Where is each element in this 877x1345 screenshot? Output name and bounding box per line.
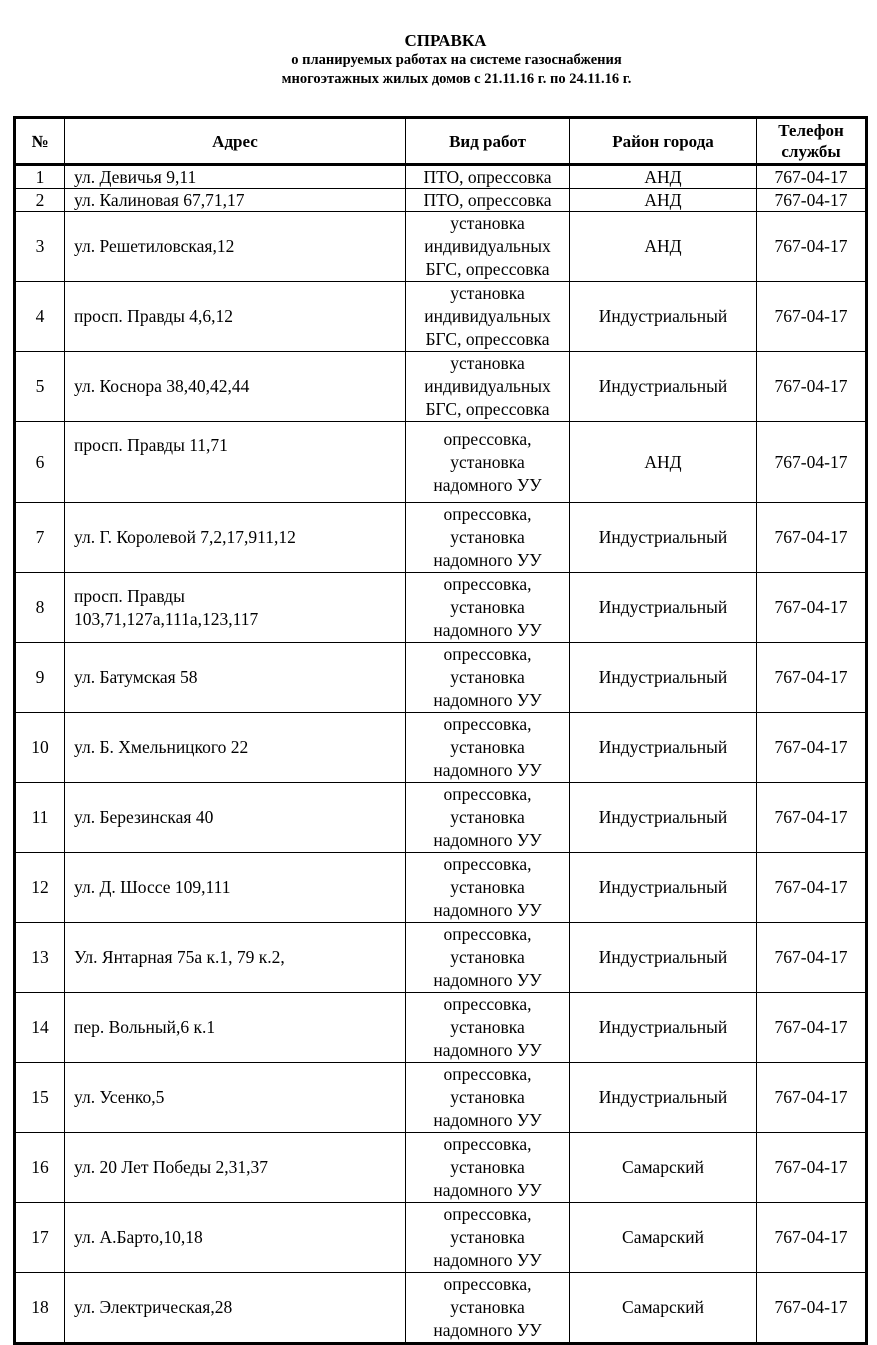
work-type-line: установка [450,213,525,233]
row-phone: 767-04-17 [757,282,867,352]
address-line: ул. Березинская 40 [74,807,214,827]
works-table [13,116,868,1345]
work-type-line: установка [450,451,525,472]
row-work-type [406,503,570,573]
row-address [65,993,406,1063]
address-line: ул. 20 Лет Победы 2,31,37 [74,1157,269,1177]
work-type-line: надомного УУ [433,1110,542,1130]
table-row [15,713,867,783]
table-row [15,212,867,282]
table-row [15,1063,867,1133]
work-type-line: опрессовка, [443,784,532,804]
row-number: 9 [15,643,65,713]
work-type-line: установка [450,1297,525,1317]
row-address [65,783,406,853]
work-type-line: опрессовка, [443,574,532,594]
row-phone: 767-04-17 [757,853,867,923]
row-district: Самарский [570,1203,757,1273]
work-type-line: установка [450,1157,525,1177]
work-type-line: надомного УУ [433,1180,542,1200]
address-line: просп. Правды [74,585,185,606]
table-header-row [15,118,867,165]
work-type-line: установка [450,1017,525,1037]
row-number: 13 [15,923,65,993]
work-type-line: опрессовка, [443,644,532,664]
table-row [15,643,867,713]
row-phone: 767-04-17 [757,783,867,853]
row-address [65,165,406,189]
row-work-type [406,165,570,189]
row-work-type [406,282,570,352]
row-work-type [406,853,570,923]
row-number: 7 [15,503,65,573]
table-row [15,189,867,212]
work-type-line: БГС, опрессовка [425,259,550,279]
work-type-line: ПТО, опрессовка [423,166,552,187]
row-address [65,573,406,643]
row-district: Самарский [570,1133,757,1203]
work-type-line: установка [450,353,525,373]
row-number: 4 [15,282,65,352]
work-type-line: индивидуальных [424,376,551,396]
row-address [65,643,406,713]
work-type-line: установка [450,597,525,617]
address-line: просп. Правды 4,6,12 [74,306,233,326]
row-work-type [406,1063,570,1133]
work-type-line: установка [450,737,525,757]
work-type-line: установка [450,877,525,897]
row-phone: 767-04-17 [757,165,867,189]
row-address [65,422,406,503]
row-district: Индустриальный [570,503,757,573]
work-type-line: опрессовка, [443,714,532,734]
work-type-line: опрессовка, [443,854,532,874]
row-district: Индустриальный [570,573,757,643]
work-type-line: установка [450,283,525,303]
table-row [15,1203,867,1273]
header-address: Адрес [65,118,406,165]
row-number: 11 [15,783,65,853]
table-row [15,993,867,1063]
work-type-line: установка [450,807,525,827]
row-address [65,212,406,282]
table-row [15,352,867,422]
row-work-type [406,923,570,993]
row-work-type [406,993,570,1063]
row-work-type [406,422,570,503]
address-line: пер. Вольный,6 к.1 [74,1017,216,1037]
row-district: АНД [570,189,757,212]
row-work-type [406,1203,570,1273]
table-body [15,165,867,1344]
work-type-line: надомного УУ [433,760,542,780]
row-phone: 767-04-17 [757,923,867,993]
document-title: СПРАВКА [404,31,487,50]
row-work-type [406,643,570,713]
row-address [65,713,406,783]
row-district: АНД [570,212,757,282]
row-phone: 767-04-17 [757,422,867,503]
row-phone: 767-04-17 [757,189,867,212]
header-district: Район города [570,118,757,165]
address-line: ул. А.Барто,10,18 [74,1227,203,1247]
work-type-line: надомного УУ [433,1320,542,1340]
address-line: ул. Коснора 38,40,42,44 [74,376,250,396]
table-row [15,853,867,923]
work-type-line: индивидуальных [424,306,551,326]
table-row [15,422,867,503]
work-type-line: надомного УУ [433,620,542,640]
row-address [65,352,406,422]
row-work-type [406,352,570,422]
row-address [65,189,406,212]
row-phone: 767-04-17 [757,212,867,282]
row-address [65,1203,406,1273]
row-district: Индустриальный [570,993,757,1063]
row-work-type [406,1273,570,1344]
work-type-line: опрессовка, [443,994,532,1014]
work-type-line: установка [450,947,525,967]
row-work-type [406,783,570,853]
row-phone: 767-04-17 [757,643,867,713]
table-row [15,783,867,853]
row-phone: 767-04-17 [757,1133,867,1203]
work-type-line: установка [450,667,525,687]
row-number: 8 [15,573,65,643]
header-phone [757,118,867,165]
work-type-line: опрессовка, [443,428,532,449]
work-type-line: БГС, опрессовка [425,329,550,349]
work-type-line: установка [450,1087,525,1107]
work-type-line: индивидуальных [424,236,551,256]
table-row [15,573,867,643]
address-line: ул. Электрическая,28 [74,1297,233,1317]
row-phone: 767-04-17 [757,352,867,422]
work-type-line: надомного УУ [433,474,542,495]
works-table-container [13,116,865,1340]
row-district: Индустриальный [570,853,757,923]
row-work-type [406,1133,570,1203]
address-line: 103,71,127а,111а,123,117 [74,608,259,629]
row-address [65,923,406,993]
row-address [65,282,406,352]
row-work-type [406,189,570,212]
row-number: 14 [15,993,65,1063]
document-subtitle-line2: многоэтажных жилых домов с 21.11.16 г. по 24.11.16 г. [281,71,632,87]
row-district: Индустриальный [570,923,757,993]
work-type-line: надомного УУ [433,1250,542,1270]
row-number: 18 [15,1273,65,1344]
row-number: 17 [15,1203,65,1273]
header-num: № [15,118,65,165]
work-type-line: БГС, опрессовка [425,399,550,419]
row-phone: 767-04-17 [757,573,867,643]
row-phone: 767-04-17 [757,1203,867,1273]
row-work-type [406,573,570,643]
work-type-line: опрессовка, [443,1204,532,1224]
row-address [65,1133,406,1203]
row-district: Индустриальный [570,643,757,713]
row-work-type [406,212,570,282]
row-number: 16 [15,1133,65,1203]
work-type-line: надомного УУ [433,690,542,710]
row-number: 1 [15,165,65,189]
address-line: ул. Батумская 58 [74,667,198,687]
row-district: Индустриальный [570,282,757,352]
header-phone-line2: службы [781,142,841,161]
row-number: 15 [15,1063,65,1133]
row-district: АНД [570,165,757,189]
row-address [65,503,406,573]
row-number: 10 [15,713,65,783]
row-phone: 767-04-17 [757,503,867,573]
row-number: 6 [15,422,65,503]
row-district: Самарский [570,1273,757,1344]
table-row [15,282,867,352]
document-subtitle-line1: о планируемых работах на системе газоснабжения [291,52,622,68]
work-type-line: установка [450,1227,525,1247]
row-address [65,1273,406,1344]
address-line: ул. Усенко,5 [74,1087,165,1107]
table-row [15,503,867,573]
work-type-line: установка [450,527,525,547]
work-type-line: надомного УУ [433,900,542,920]
row-phone: 767-04-17 [757,1063,867,1133]
row-number: 2 [15,189,65,212]
work-type-line: надомного УУ [433,970,542,990]
row-district: АНД [570,422,757,503]
row-number: 12 [15,853,65,923]
header-phone-line1: Телефон [778,121,844,140]
work-type-line: опрессовка, [443,924,532,944]
table-row [15,923,867,993]
row-district: Индустриальный [570,713,757,783]
table-row [15,1133,867,1203]
table-row [15,1273,867,1344]
row-phone: 767-04-17 [757,993,867,1063]
work-type-line: надомного УУ [433,830,542,850]
address-line: ул. Б. Хмельницкого 22 [74,737,249,757]
document-header [0,31,877,89]
address-line: ул. Калиновая 67,71,17 [74,189,245,210]
work-type-line: опрессовка, [443,1064,532,1084]
address-line: просп. Правды 11,71 [74,435,228,455]
row-address [65,1063,406,1133]
row-phone: 767-04-17 [757,713,867,783]
row-number: 3 [15,212,65,282]
address-line: ул. Г. Королевой 7,2,17,911,12 [74,527,296,547]
work-type-line: опрессовка, [443,504,532,524]
work-type-line: надомного УУ [433,550,542,570]
row-address [65,853,406,923]
table-row [15,165,867,189]
address-line: Ул. Янтарная 75а к.1, 79 к.2, [74,947,285,967]
row-district: Индустриальный [570,1063,757,1133]
work-type-line: опрессовка, [443,1134,532,1154]
row-number: 5 [15,352,65,422]
address-line: ул. Д. Шоссе 109,111 [74,877,231,897]
header-work-type: Вид работ [406,118,570,165]
address-line: ул. Девичья 9,11 [74,166,197,187]
row-work-type [406,713,570,783]
work-type-line: надомного УУ [433,1040,542,1060]
row-phone: 767-04-17 [757,1273,867,1344]
work-type-line: ПТО, опрессовка [423,189,552,210]
work-type-line: опрессовка, [443,1274,532,1294]
row-district: Индустриальный [570,783,757,853]
row-district: Индустриальный [570,352,757,422]
address-line: ул. Решетиловская,12 [74,236,235,256]
